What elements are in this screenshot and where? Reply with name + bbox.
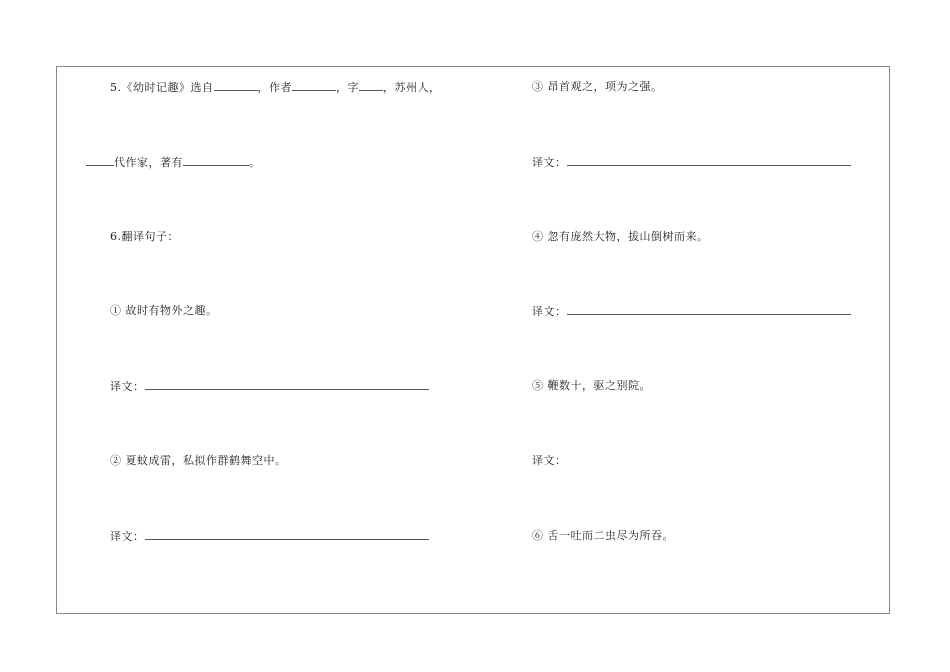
blank-dynasty[interactable]: [86, 155, 114, 166]
translation-2: [110, 529, 429, 544]
translation-3: [532, 155, 851, 170]
sentence-3: ③ 昂首观之，项为之强。: [532, 80, 663, 93]
sentence-2: ② 夏蚊成雷，私拟作群鹤舞空中。: [110, 454, 287, 467]
sentence-5: ⑤ 鞭数十，驱之别院。: [532, 379, 651, 392]
blank-author[interactable]: [292, 80, 336, 91]
blank-source[interactable]: [214, 80, 258, 91]
translation-5: [532, 454, 567, 468]
translation-4-label: 译文：: [532, 305, 567, 318]
translation-3-label: 译文：: [532, 156, 567, 169]
translation-4: [532, 304, 851, 319]
question-6-heading: 6.翻译句子：: [110, 230, 179, 243]
sentence-4: ④ 忽有庞然大物，拔山倒树而来。: [532, 230, 709, 243]
q5-text-f: 。: [249, 156, 261, 169]
translation-2-label: 译文：: [110, 530, 145, 543]
translation-1: [110, 379, 429, 394]
q5-text-b: ，作者: [257, 81, 292, 94]
q5-text-c: ，字: [336, 81, 359, 94]
translation-3-answer-line[interactable]: [567, 155, 851, 166]
sentence-1: ① 故时有物外之趣。: [110, 304, 218, 317]
blank-works[interactable]: [183, 155, 249, 166]
question-5-line-2: [86, 155, 261, 170]
q5-text-a: 5.《幼时记趣》选自: [110, 81, 214, 94]
blank-courtesy-name[interactable]: [359, 80, 383, 91]
question-5-line-1: [110, 80, 441, 95]
translation-4-answer-line[interactable]: [567, 304, 851, 315]
translation-5-label: 译文：: [532, 454, 567, 467]
sentence-6: ⑥ 舌一吐而二虫尽为所吞。: [532, 529, 674, 542]
translation-1-label: 译文：: [110, 380, 145, 393]
translation-1-answer-line[interactable]: [145, 379, 429, 390]
translation-2-answer-line[interactable]: [145, 529, 429, 540]
q5-text-d: ，苏州人，: [383, 81, 441, 94]
q5-text-e: 代作家，著有: [114, 156, 183, 169]
